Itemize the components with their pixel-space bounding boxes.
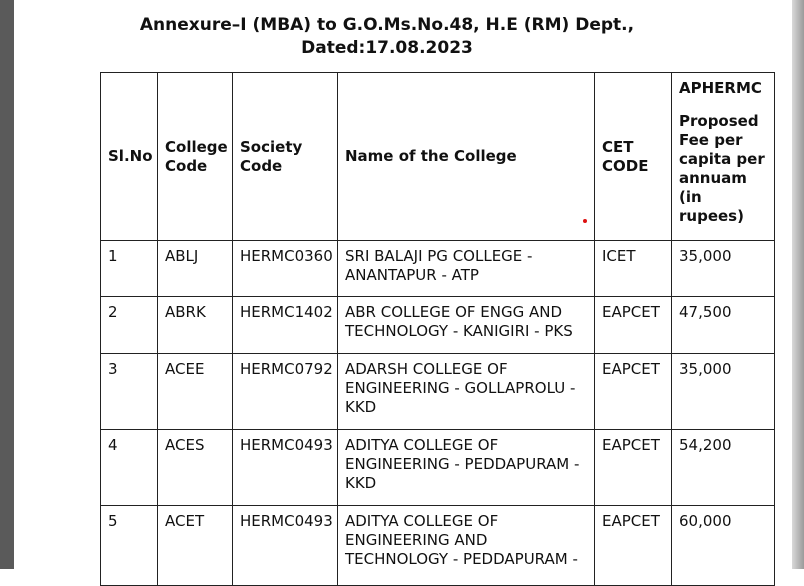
- cell-college-code: ABLJ: [158, 241, 233, 297]
- table-row: [101, 354, 775, 430]
- cell-society-code: HERMC0493: [233, 506, 338, 586]
- cell-sl-no: 3: [101, 354, 158, 430]
- cell-college-code: ACES: [158, 430, 233, 506]
- cell-cet-code: EAPCET: [595, 354, 672, 430]
- header-sl-no: Sl.No: [101, 73, 158, 241]
- page-left-shadow: [0, 0, 14, 569]
- header-college-code: College Code: [158, 73, 233, 241]
- cell-college-code: ACET: [158, 506, 233, 586]
- table-row: [101, 241, 775, 297]
- cell-fee: 60,000: [672, 506, 775, 586]
- cell-sl-no: 1: [101, 241, 158, 297]
- cell-society-code: HERMC0360: [233, 241, 338, 297]
- cell-college-name: ADARSH COLLEGE OF ENGINEERING - GOLLAPROLU - KKD: [338, 354, 595, 430]
- header-fee-authority: APHERMC: [679, 79, 762, 97]
- cell-college-code: ABRK: [158, 297, 233, 354]
- header-fee: [672, 73, 775, 241]
- cell-fee: 47,500: [672, 297, 775, 354]
- cell-college-name: ABR COLLEGE OF ENGG AND TECHNOLOGY - KANIGIRI - PKS: [338, 297, 595, 354]
- cell-fee: 54,200: [672, 430, 775, 506]
- page-right-shadow: [792, 0, 804, 569]
- table-row: [101, 430, 775, 506]
- table-row: [101, 297, 775, 354]
- cell-society-code: HERMC0493: [233, 430, 338, 506]
- cell-cet-code: EAPCET: [595, 430, 672, 506]
- cell-sl-no: 2: [101, 297, 158, 354]
- cell-college-name: ADITYA COLLEGE OF ENGINEERING - PEDDAPURAM - KKD: [338, 430, 595, 506]
- header-fee-description: Proposed Fee per capita per annuam (in rupees): [679, 112, 765, 225]
- cell-sl-no: 5: [101, 506, 158, 586]
- table-header-row: [101, 73, 775, 241]
- table-row: [101, 506, 775, 586]
- cell-college-name: ADITYA COLLEGE OF ENGINEERING AND TECHNOLOGY - PEDDAPURAM -: [338, 506, 595, 586]
- cell-society-code: HERMC0792: [233, 354, 338, 430]
- cell-fee: 35,000: [672, 241, 775, 297]
- document-title: [100, 14, 674, 60]
- title-line-1: Annexure–I (MBA) to G.O.Ms.No.48, H.E (RM) Dept.,: [139, 15, 635, 35]
- cell-cet-code: ICET: [595, 241, 672, 297]
- cell-cet-code: EAPCET: [595, 506, 672, 586]
- cell-sl-no: 4: [101, 430, 158, 506]
- cell-cet-code: EAPCET: [595, 297, 672, 354]
- title-line-2: Dated:17.08.2023: [301, 38, 473, 58]
- header-college-name: Name of the College: [338, 73, 595, 241]
- header-cet-code: CET CODE: [595, 73, 672, 241]
- header-society-code: Society Code: [233, 73, 338, 241]
- cell-college-name: SRI BALAJI PG COLLEGE - ANANTAPUR - ATP: [338, 241, 595, 297]
- fee-table: [100, 72, 775, 586]
- red-mark: [583, 219, 587, 223]
- cell-college-code: ACEE: [158, 354, 233, 430]
- cell-society-code: HERMC1402: [233, 297, 338, 354]
- cell-fee: 35,000: [672, 354, 775, 430]
